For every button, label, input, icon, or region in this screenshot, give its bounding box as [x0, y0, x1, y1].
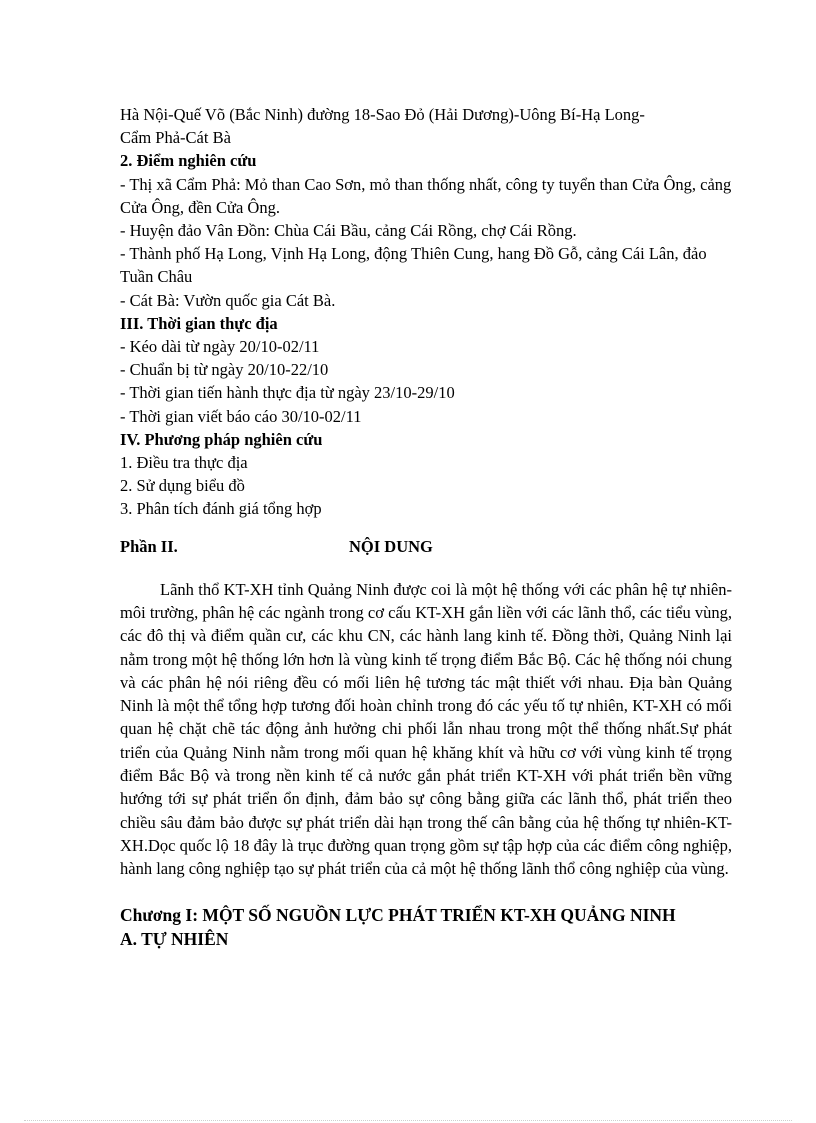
research-point-item: - Huyện đảo Vân Đồn: Chùa Cái Bầu, cảng Cái Rồng, chợ Cái Rồng. [120, 221, 577, 241]
fieldwork-time-heading: III. Thời gian thực địa [120, 313, 278, 333]
part-title: NỘI DUNG [349, 536, 433, 556]
body-paragraph: Lãnh thổ KT-XH tỉnh Quảng Ninh được coi là một hệ thống với các phân hệ tự nhiên-môi trường, phân hệ các ngành trong cơ cấu KT-XH gắn liền với các lãnh thổ, các tiểu vùng, các đô thị và điểm quần cư, các khu CN, các hành lang kinh tế. Đồng thời, Quảng Ninh lại nằm trong một hệ thống lớn hơn là vùng kinh tế trọng điểm Bắc Bộ. Các hệ thống nói chung và các phân hệ nói riêng đều có mối liên hệ tương tác mật thiết với nhau. Địa bàn Quảng Ninh là một thể tổng hợp tương đối hoàn chỉnh trong đó các yếu tố tự nhiên, KT-XH có mối quan hệ chặt chẽ tác động ảnh hưởng chi phối lẫn nhau trong một thể thống nhất.Sự phát triển của Quảng Ninh nằm trong mối quan hệ khăng khít và hữu cơ với vùng kinh tế trọng điểm Bắc Bộ và trong nền kinh tế cả nước gắn phát triển KT-XH với phát triển bền vững hướng tới sự phát triển ổn định, đảm bảo sự công bằng giữa các lãnh thổ, phát triển theo chiều sâu đảm bảo được sự phát triển dài hạn trong thế cân bằng của hệ thống tự nhiên-KT-XH.Dọc quốc lộ 18 đây là trục đường quan trọng gồm sự tập hợp của các điểm công nghiệp, hành lang công nghiệp tạo sự phát triển của cả một hệ thống lãnh thổ công nghiệp của vùng. [120, 579, 732, 879]
fieldwork-time-item: - Thời gian tiến hành thực địa từ ngày 23/10-29/10 [120, 383, 455, 403]
part-heading [120, 535, 732, 559]
method-item: 1. Điều tra thực địa [120, 453, 248, 473]
research-point-item: - Thị xã Cẩm Phả: Mỏ than Cao Sơn, mỏ than thống nhất, công ty tuyển than Cửa Ông, cảng Cửa Ông, đền Cửa Ông. [120, 174, 732, 217]
fieldwork-time-item: - Thời gian viết báo cáo 30/10-02/11 [120, 406, 362, 426]
method-item: 2. Sử dụng biểu đồ [120, 476, 245, 496]
methods-heading: IV. Phương pháp nghiên cứu [120, 429, 323, 449]
chapter-heading [120, 903, 732, 951]
chapter-title: Chương I: MỘT SỐ NGUỒN LỰC PHÁT TRIỂN KT-XH QUẢNG NINH [120, 904, 676, 925]
research-points-heading: 2. Điểm nghiên cứu [120, 151, 257, 171]
research-point-item: - Cát Bà: Vườn quốc gia Cát Bà. [120, 290, 336, 310]
document-page [120, 103, 732, 951]
fieldwork-time-item: - Kéo dài từ ngày 20/10-02/11 [120, 337, 320, 357]
method-item: 3. Phân tích đánh giá tổng hợp [120, 499, 322, 519]
chapter-subtitle: A. TỰ NHIÊN [120, 928, 229, 949]
route-line-1: Hà Nội-Quế Võ (Bắc Ninh) đường 18-Sao Đỏ (Hải Dương)-Uông Bí-Hạ Long- [120, 105, 645, 124]
route-line-2: Cẩm Phả-Cát Bà [120, 128, 231, 148]
page-bottom-divider [24, 1120, 792, 1121]
fieldwork-time-item: - Chuẩn bị từ ngày 20/10-22/10 [120, 360, 329, 380]
research-point-item: - Thành phố Hạ Long, Vịnh Hạ Long, động Thiên Cung, hang Đồ Gỗ, cảng Cái Lân, đảo Tuần Châu [120, 244, 707, 287]
part-label: Phần II. [120, 536, 178, 556]
